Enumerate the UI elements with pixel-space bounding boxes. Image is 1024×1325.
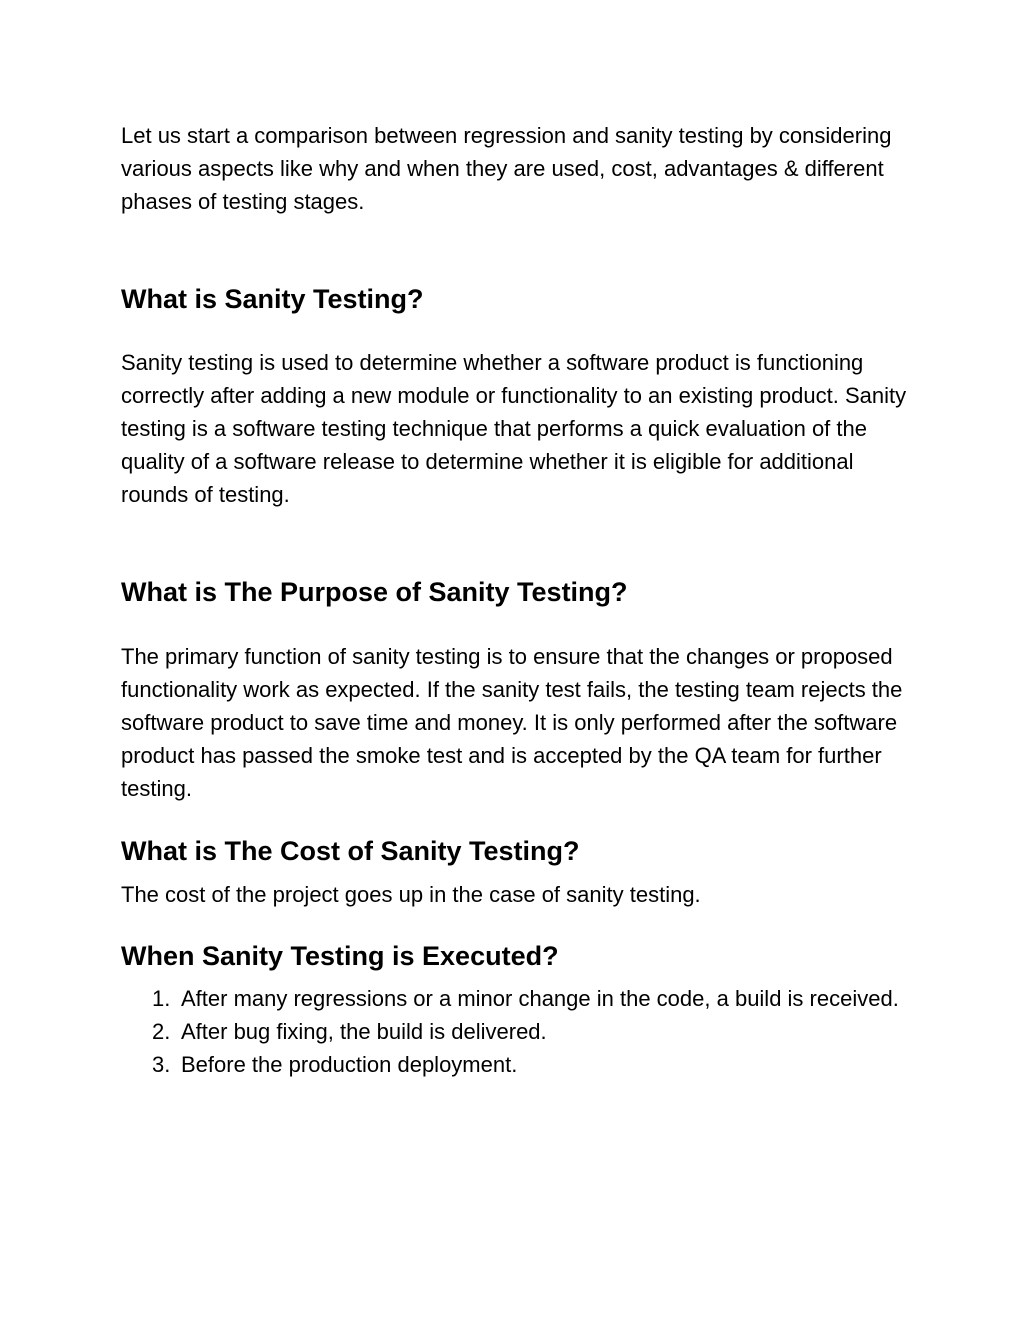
list-item-number: 1.: [152, 986, 171, 1011]
list-item: [121, 1048, 911, 1081]
paragraph-purpose-of-sanity-testing: The primary function of sanity testing is to ensure that the changes or proposed functionality work as expected. If the sanity test fails, the testing team rejects the software product to save time and money. It is only performed after the software product has passed the smoke test and is accepted by the QA team for further testing.: [121, 644, 903, 801]
document-page: [121, 119, 911, 1081]
intro-paragraph: Let us start a comparison between regression and sanity testing by considering various aspects like why and when they are used, cost, advantages & different phases of testing stages.: [121, 123, 892, 214]
paragraph-cost-of-sanity-testing: The cost of the project goes up in the case of sanity testing.: [121, 882, 701, 907]
list-item-number: 3.: [152, 1052, 171, 1077]
list-item: [121, 982, 911, 1015]
when-executed-list: [121, 982, 911, 1081]
list-item-text: Before the production deployment.: [181, 1052, 518, 1077]
list-item: [121, 1015, 911, 1048]
paragraph-what-is-sanity-testing: Sanity testing is used to determine whether a software product is functioning correctly after adding a new module or functionality to an existing product. Sanity testing is a software testing technique that performs a quick evaluation of the quality of a software release to determine whether it is eligible for additional rounds of testing.: [121, 350, 907, 507]
heading-what-is-sanity-testing: What is Sanity Testing?: [121, 284, 424, 314]
heading-when-sanity-testing-executed: When Sanity Testing is Executed?: [121, 941, 559, 971]
list-item-text: After bug fixing, the build is delivered.: [181, 1019, 547, 1044]
heading-purpose-of-sanity-testing: What is The Purpose of Sanity Testing?: [121, 577, 628, 607]
list-item-number: 2.: [152, 1019, 171, 1044]
list-item-text: After many regressions or a minor change in the code, a build is received.: [181, 986, 899, 1011]
heading-cost-of-sanity-testing: What is The Cost of Sanity Testing?: [121, 836, 580, 866]
